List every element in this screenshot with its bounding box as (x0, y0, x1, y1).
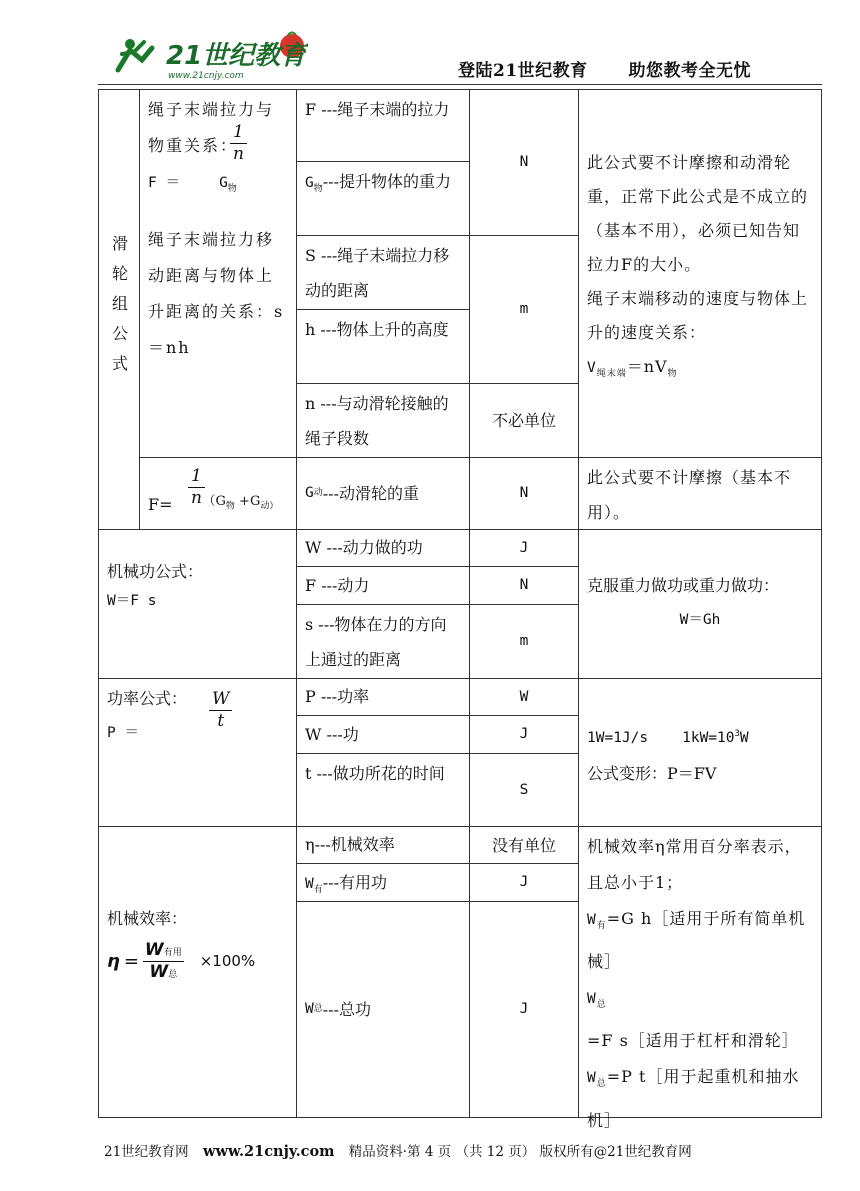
efficiency-note-cell (578, 826, 822, 1130)
pulley-formula3-cell: F= $\frac{1}{n}$ （$G_物 +G_{动)}$ (139, 457, 297, 530)
efficiency-title: 机械效率： (107, 909, 188, 928)
pulley-formula1-desc: 绳子末端拉力与物重关系： (148, 100, 275, 155)
work-note-cell (578, 529, 822, 679)
pulley-formula3-fraction: $\frac{1}{n}$ (188, 468, 205, 507)
power-note-1: 1W=1J/s $1kW=10^3W$ (587, 729, 749, 746)
work-unit-3: m (469, 604, 579, 679)
power-var-row-3: t ---做功所花的时间 (296, 753, 470, 827)
efficiency-var-row-2: $W_有---$有用功 (296, 863, 470, 902)
work-unit-1: J (469, 529, 579, 567)
power-title: 功率公式： (107, 689, 188, 708)
efficiency-var-row-1: η---机械效率 (296, 826, 470, 864)
pulley-note-cell (578, 89, 822, 458)
efficiency-fraction: W有用 W总 (144, 940, 182, 982)
efficiency-var-row-3: W 总 ---总功 (296, 901, 470, 1118)
pulley-note-1: 此公式要不计摩擦和动滑轮重，正常下此公式是不成立的（基本不用），必须已知告知拉力F的大小。 (587, 153, 809, 274)
work-var-row-2: F ---动力 (296, 566, 470, 605)
work-unit-2: N (469, 566, 579, 605)
efficiency-note-3: $W_总=F$ s［适用于杠杆和滑轮］ (587, 991, 799, 1051)
pulley-category-cell (98, 89, 140, 530)
pulley-note-2: 绳子末端移动的速度与物体上升的速度关系： (587, 289, 809, 342)
pulley-unit-length: m (469, 235, 579, 384)
pulley-formula1-fraction: $\frac{1}{n}$ (230, 124, 247, 163)
footer-right: 精品资料·第 4 页 （共 12 页） 版权所有@21世纪教育网 (348, 1144, 692, 1160)
efficiency-unit-1: 没有单位 (469, 826, 579, 864)
slogan-right: 助您教考全无忧 (628, 61, 752, 81)
pulley-var-row-5: n ---与动滑轮接触的绳子段数 (296, 383, 470, 458)
footer-left: 21世纪教育网 (104, 1144, 189, 1160)
pulley-formula3-note: 此公式要不计摩擦（基本不用）。 (578, 457, 822, 530)
pulley-formula3-var: G 动 ---动滑轮的重 (296, 457, 470, 530)
work-var-row-1: W ---动力做的功 (296, 529, 470, 567)
pulley-var-row-1: F ---绳子末端的拉力 (296, 89, 470, 162)
power-fraction: $\frac{W}{t}$ (209, 691, 232, 730)
logo-url: www.21cnjy.com (168, 71, 244, 81)
slogan-left: 登陆21世纪教育 (458, 61, 588, 81)
pulley-note-velocity: $V_{绳末端}=nV_物$ (587, 357, 678, 380)
work-note-2: W＝Gh (679, 612, 721, 628)
efficiency-formula-cell (98, 826, 297, 1118)
power-formula-lhs: P ＝ (107, 725, 139, 741)
power-note-cell (578, 678, 822, 827)
pulley-var-row-3: S ---绳子末端拉力移动的距离 (296, 235, 470, 310)
footer-url[interactable]: www.21cnjy.com (202, 1143, 335, 1160)
efficiency-unit-3: J (469, 901, 579, 1118)
power-note-2: 公式变形：P＝FV (587, 763, 717, 783)
work-note-1: 克服重力做功或重力做功： (587, 576, 780, 595)
power-unit-3: S (469, 753, 579, 827)
work-formula-cell (98, 529, 297, 679)
pulley-formula2: 绳子末端拉力移动距离与物体上升距离的关系：s ＝nh (148, 230, 285, 357)
efficiency-note-2: $W_有=G$ h［适用于所有简单机械］ (587, 909, 806, 972)
pulley-formulas-cell (139, 89, 297, 458)
power-var-row-1: P ---功率 (296, 678, 470, 716)
work-formula: W＝F s (107, 593, 157, 609)
pulley-category: 滑轮组公式 (109, 234, 129, 385)
pulley-var-row-4: h ---物体上升的高度 (296, 309, 470, 384)
pulley-formula1-lhs: F ＝ (148, 175, 180, 191)
efficiency-note-1: 机械效率η常用百分率表示，且总小于1； (587, 837, 802, 892)
power-unit-2: J (469, 715, 579, 754)
power-unit-1: W (469, 678, 579, 716)
power-var-row-2: W ---功 (296, 715, 470, 754)
logo-text: 21世纪教育 (166, 41, 307, 71)
pulley-var-row-2: $G_物---$提升物体的重力 (296, 161, 470, 236)
efficiency-formula: η = W有用 W总 ×100% (107, 940, 256, 982)
pulley-unit-none: 不必单位 (469, 383, 579, 458)
work-var-row-3: s ---物体在力的方向上通过的距离 (296, 604, 470, 679)
pulley-unit-force: N (469, 89, 579, 236)
pulley-formula3-unit: N (469, 457, 579, 530)
power-formula-cell (98, 678, 297, 827)
page-footer (104, 1140, 692, 1160)
work-title: 机械功公式： (107, 562, 204, 581)
efficiency-note-4: $W_总=P$ t［用于起重机和抽水机］ (587, 1067, 800, 1130)
efficiency-unit-2: J (469, 863, 579, 902)
pulley-formula1: F ＝ $\frac{1}{n}$ $G_物$ (148, 164, 288, 202)
